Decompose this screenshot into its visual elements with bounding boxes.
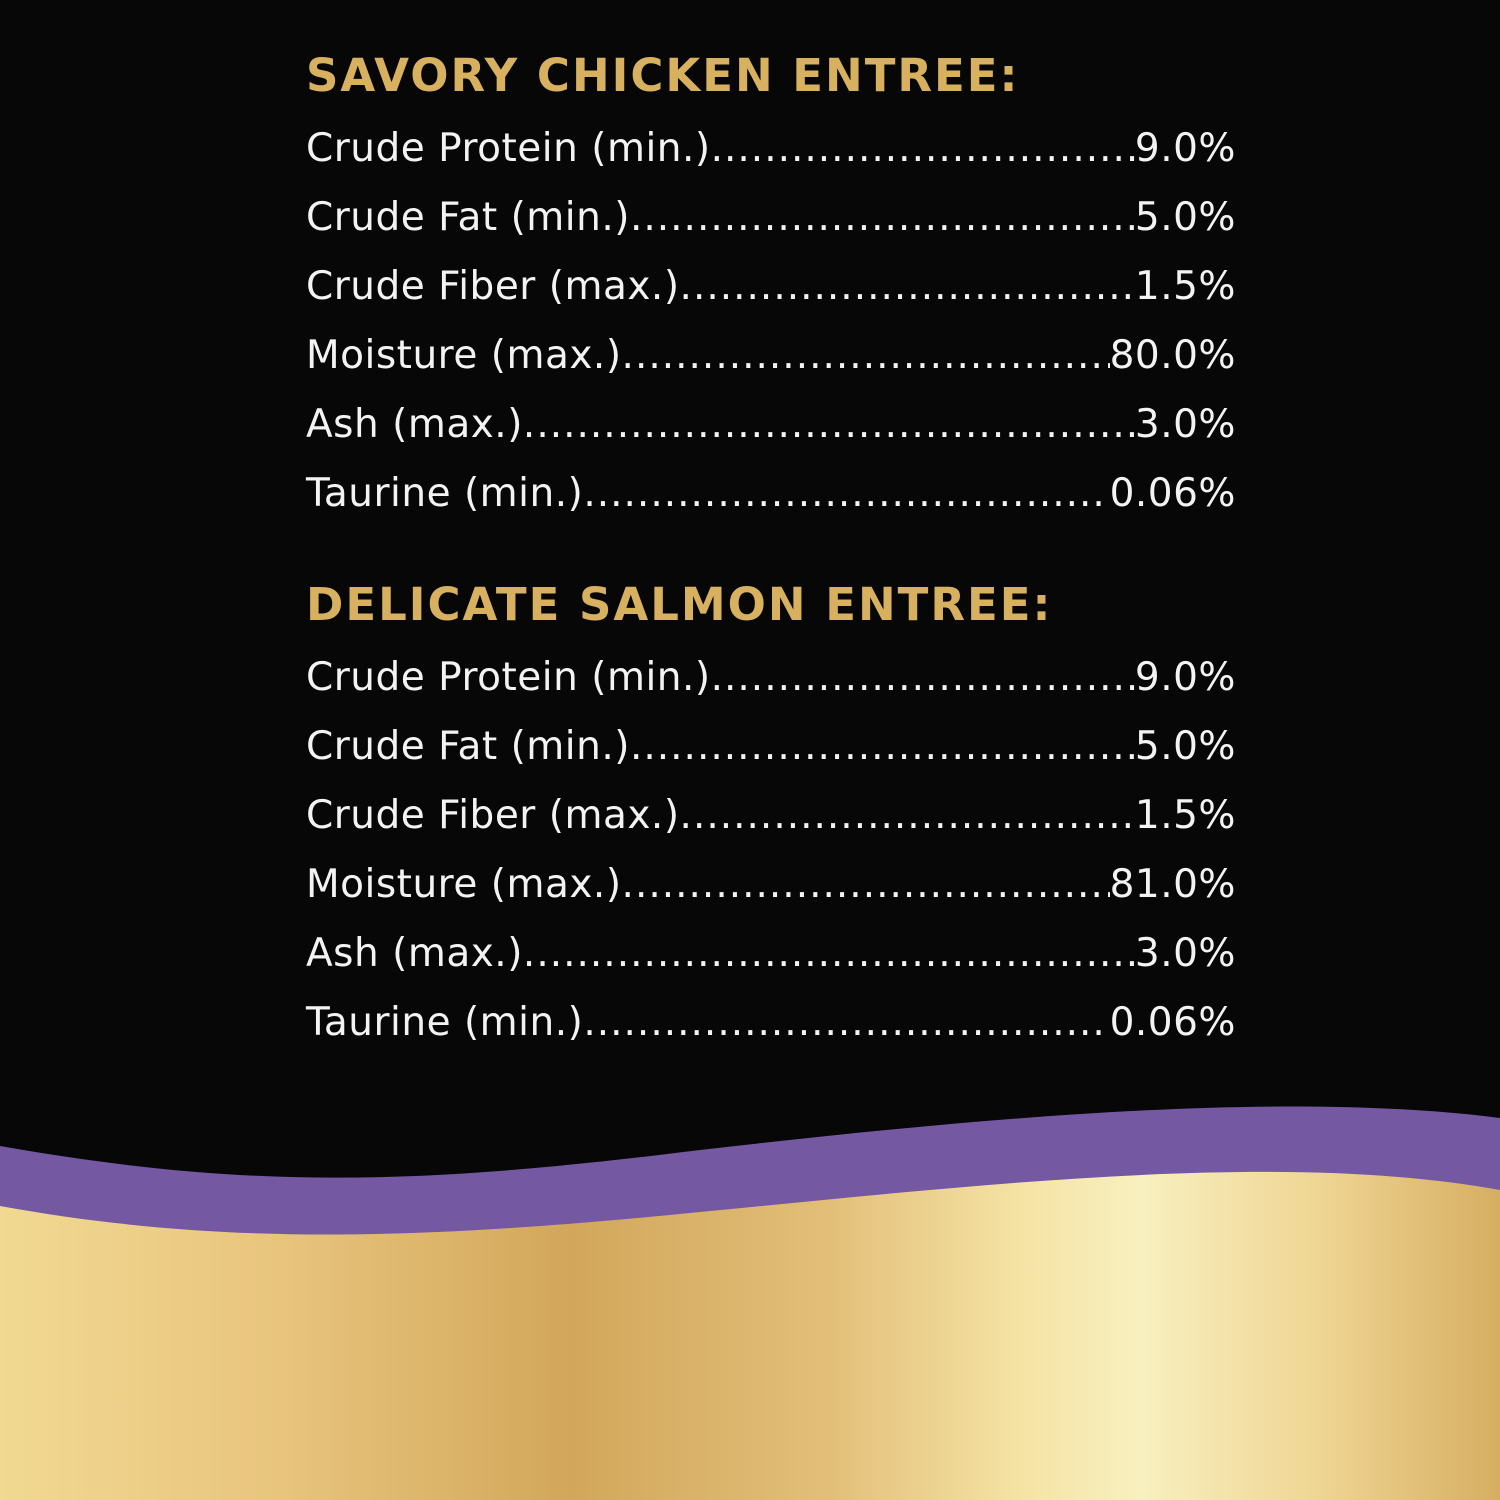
nutrient-label: Moisture (max.): [306, 333, 622, 378]
dot-leader: [711, 643, 1135, 712]
nutrient-label: Moisture (max.): [306, 862, 622, 907]
section-chicken: [306, 48, 1236, 528]
nutrient-label: Crude Fat (min.): [306, 195, 630, 240]
nutrient-value: 1.5%: [1134, 264, 1236, 309]
decorative-wave-band: [0, 1080, 1500, 1500]
dot-leader: [583, 988, 1109, 1057]
nutrient-label: Crude Protein (min.): [306, 655, 711, 700]
dot-leader: [630, 712, 1135, 781]
nutrient-label: Ash (max.): [306, 931, 523, 976]
analysis-list: [306, 114, 1236, 528]
dot-leader: [680, 781, 1135, 850]
nutrient-label: Ash (max.): [306, 402, 523, 447]
nutrient-value: 9.0%: [1134, 126, 1236, 171]
analysis-list: [306, 643, 1236, 1057]
analysis-row: [306, 459, 1236, 528]
nutrient-value: 80.0%: [1109, 333, 1236, 378]
dot-leader: [523, 390, 1135, 459]
section-salmon: [306, 577, 1236, 1057]
nutrient-label: Crude Fat (min.): [306, 724, 630, 769]
nutrient-value: 3.0%: [1134, 931, 1236, 976]
analysis-row: [306, 712, 1236, 781]
dot-leader: [680, 252, 1135, 321]
nutrient-value: 0.06%: [1109, 1000, 1236, 1045]
dot-leader: [523, 919, 1135, 988]
nutrient-label: Crude Fiber (max.): [306, 793, 680, 838]
nutrient-label: Crude Fiber (max.): [306, 264, 680, 309]
section-title: SAVORY CHICKEN ENTREE:: [306, 49, 1020, 102]
dot-leader: [630, 183, 1135, 252]
dot-leader: [622, 850, 1110, 919]
analysis-row: [306, 919, 1236, 988]
section-title: DELICATE SALMON ENTREE:: [306, 578, 1053, 631]
nutrient-label: Crude Protein (min.): [306, 126, 711, 171]
dot-leader: [583, 459, 1109, 528]
dot-leader: [622, 321, 1110, 390]
analysis-row: [306, 781, 1236, 850]
analysis-row: [306, 643, 1236, 712]
nutrient-value: 9.0%: [1134, 655, 1236, 700]
nutrient-value: 1.5%: [1134, 793, 1236, 838]
dot-leader: [711, 114, 1135, 183]
nutrient-value: 0.06%: [1109, 471, 1236, 516]
nutrient-label: Taurine (min.): [306, 471, 584, 516]
analysis-row: [306, 988, 1236, 1057]
nutrient-value: 5.0%: [1134, 724, 1236, 769]
analysis-row: [306, 321, 1236, 390]
analysis-row: [306, 850, 1236, 919]
analysis-row: [306, 183, 1236, 252]
analysis-row: [306, 114, 1236, 183]
guaranteed-analysis-panel: [306, 48, 1236, 1106]
nutrient-value: 3.0%: [1134, 402, 1236, 447]
nutrient-value: 5.0%: [1134, 195, 1236, 240]
nutrient-value: 81.0%: [1109, 862, 1236, 907]
analysis-row: [306, 252, 1236, 321]
analysis-row: [306, 390, 1236, 459]
nutrient-label: Taurine (min.): [306, 1000, 584, 1045]
